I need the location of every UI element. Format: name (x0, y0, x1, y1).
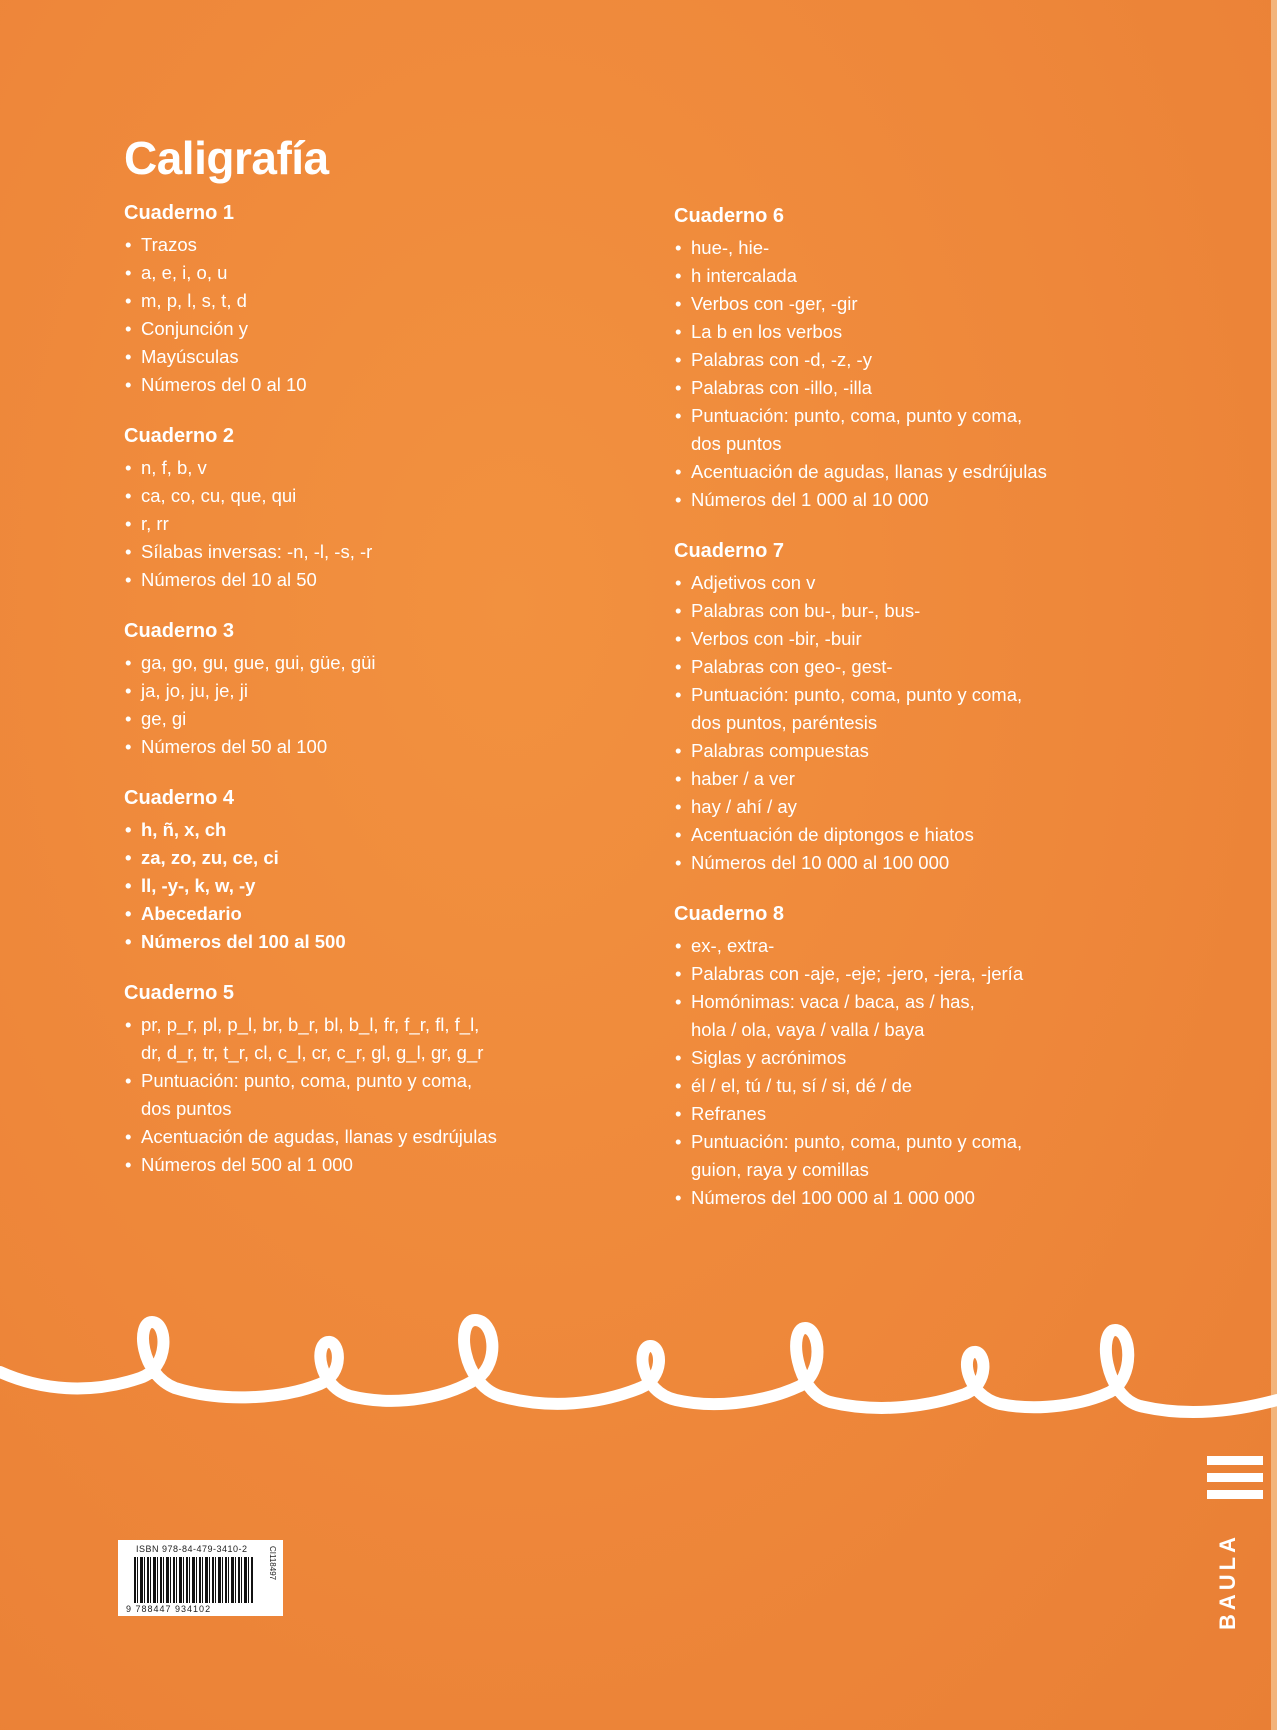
section-heading: Cuaderno 5 (124, 982, 235, 1004)
topic-list (674, 932, 1194, 1212)
list-item: • hue-, hie- (674, 234, 1194, 262)
list-item: • Palabras compuestas (674, 737, 1194, 765)
list-item: • Puntuación: punto, coma, punto y coma, dos puntos (124, 1067, 644, 1123)
list-item: • Números del 100 000 al 1 000 000 (674, 1184, 1194, 1212)
cuaderno-3-section (124, 618, 644, 761)
stripe (1207, 1456, 1263, 1465)
list-item: • Palabras con geo-, gest- (674, 653, 1194, 681)
section-heading: Cuaderno 7 (674, 540, 785, 562)
section-heading: Cuaderno 4 (124, 787, 235, 809)
list-item: • Números del 10 al 50 (124, 566, 644, 594)
list-item: • Números del 1 000 al 10 000 (674, 486, 1194, 514)
list-item: • Verbos con -bir, -buir (674, 625, 1194, 653)
topic-list (674, 569, 1194, 877)
cuaderno-8-section (674, 901, 1194, 1212)
list-item: • Abecedario (124, 900, 644, 928)
page-edge (1271, 0, 1277, 1730)
cuaderno-4-section (124, 785, 644, 956)
topic-list (124, 454, 644, 594)
list-item: • haber / a ver (674, 765, 1194, 793)
list-item: • él / el, tú / tu, sí / si, dé / de (674, 1072, 1194, 1100)
list-item: • Palabras con -d, -z, -y (674, 346, 1194, 374)
right-column (674, 203, 1194, 1236)
list-item: • hay / ahí / ay (674, 793, 1194, 821)
list-item: • h intercalada (674, 262, 1194, 290)
list-item: • Números del 500 al 1 000 (124, 1151, 644, 1179)
list-item: • Palabras con -aje, -eje; -jero, -jera, -jería (674, 960, 1194, 988)
list-item: • a, e, i, o, u (124, 259, 644, 287)
list-item: • Verbos con -ger, -gir (674, 290, 1194, 318)
section-heading: Cuaderno 1 (124, 202, 235, 224)
topic-list (124, 1011, 644, 1179)
cuaderno-1-section (124, 200, 644, 399)
list-item: • Siglas y acrónimos (674, 1044, 1194, 1072)
list-item: • ex-, extra- (674, 932, 1194, 960)
list-item: • ca, co, cu, que, qui (124, 482, 644, 510)
list-item: • m, p, l, s, t, d (124, 287, 644, 315)
list-item: • Números del 10 000 al 100 000 (674, 849, 1194, 877)
stripe (1207, 1473, 1263, 1482)
list-item: • Adjetivos con v (674, 569, 1194, 597)
isbn-barcode (118, 1540, 283, 1616)
section-heading: Cuaderno 8 (674, 903, 785, 925)
cuaderno-6-section (674, 203, 1194, 514)
list-item: • h, ñ, x, ch (124, 816, 644, 844)
cursive-wave-decoration (0, 1300, 1277, 1430)
barcode-icon (134, 1557, 254, 1603)
list-item: • ga, go, gu, gue, gui, güe, güi (124, 649, 644, 677)
left-column (124, 200, 644, 1203)
list-item: • Palabras con bu-, bur-, bus- (674, 597, 1194, 625)
publisher-logo: BAULA (1215, 1533, 1240, 1630)
list-item: • Refranes (674, 1100, 1194, 1128)
cuaderno-2-section (124, 423, 644, 594)
list-item: • ll, -y-, k, w, -y (124, 872, 644, 900)
cuaderno-7-section (674, 538, 1194, 877)
list-item: • n, f, b, v (124, 454, 644, 482)
list-item: • Puntuación: punto, coma, punto y coma, dos puntos (674, 402, 1194, 458)
list-item: • Sílabas inversas: -n, -l, -s, -r (124, 538, 644, 566)
topic-list (674, 234, 1194, 514)
list-item: • Homónimas: vaca / baca, as / has, hola / ola, vaya / valla / baya (674, 988, 1194, 1044)
stripe (1207, 1490, 1263, 1499)
section-heading: Cuaderno 3 (124, 620, 235, 642)
list-item: • Mayúsculas (124, 343, 644, 371)
list-item: • Acentuación de agudas, llanas y esdrújulas (674, 458, 1194, 486)
list-item: • za, zo, zu, ce, ci (124, 844, 644, 872)
topic-list (124, 649, 644, 761)
list-item: • Números del 0 al 10 (124, 371, 644, 399)
list-item: • La b en los verbos (674, 318, 1194, 346)
topic-list (124, 816, 644, 956)
list-item: • Conjunción y (124, 315, 644, 343)
barcode-number: 9 788447 934102 (126, 1604, 212, 1614)
list-item: • Puntuación: punto, coma, punto y coma, dos puntos, paréntesis (674, 681, 1194, 737)
list-item: • ge, gi (124, 705, 644, 733)
list-item: • Puntuación: punto, coma, punto y coma, guion, raya y comillas (674, 1128, 1194, 1184)
list-item: • Palabras con -illo, -illa (674, 374, 1194, 402)
section-heading: Cuaderno 2 (124, 425, 235, 447)
section-heading: Cuaderno 6 (674, 205, 785, 227)
side-code: CI118497 (268, 1546, 277, 1581)
topic-list (124, 231, 644, 399)
brand-stripes (1207, 1456, 1263, 1506)
isbn-label: ISBN 978-84-479-3410-2 (136, 1544, 248, 1554)
list-item: • pr, p_r, pl, p_l, br, b_r, bl, b_l, fr, f_r, fl, f_l, dr, d_r, tr, t_r, cl, c_l, cr, c_r, gl, g_l, gr, g_r (124, 1011, 644, 1067)
page-title: Caligrafía (124, 131, 329, 184)
cuaderno-5-section (124, 980, 644, 1179)
list-item: • Números del 50 al 100 (124, 733, 644, 761)
list-item: • Números del 100 al 500 (124, 928, 644, 956)
list-item: • r, rr (124, 510, 644, 538)
list-item: • ja, jo, ju, je, ji (124, 677, 644, 705)
list-item: • Acentuación de agudas, llanas y esdrújulas (124, 1123, 644, 1151)
list-item: • Acentuación de diptongos e hiatos (674, 821, 1194, 849)
list-item: • Trazos (124, 231, 644, 259)
